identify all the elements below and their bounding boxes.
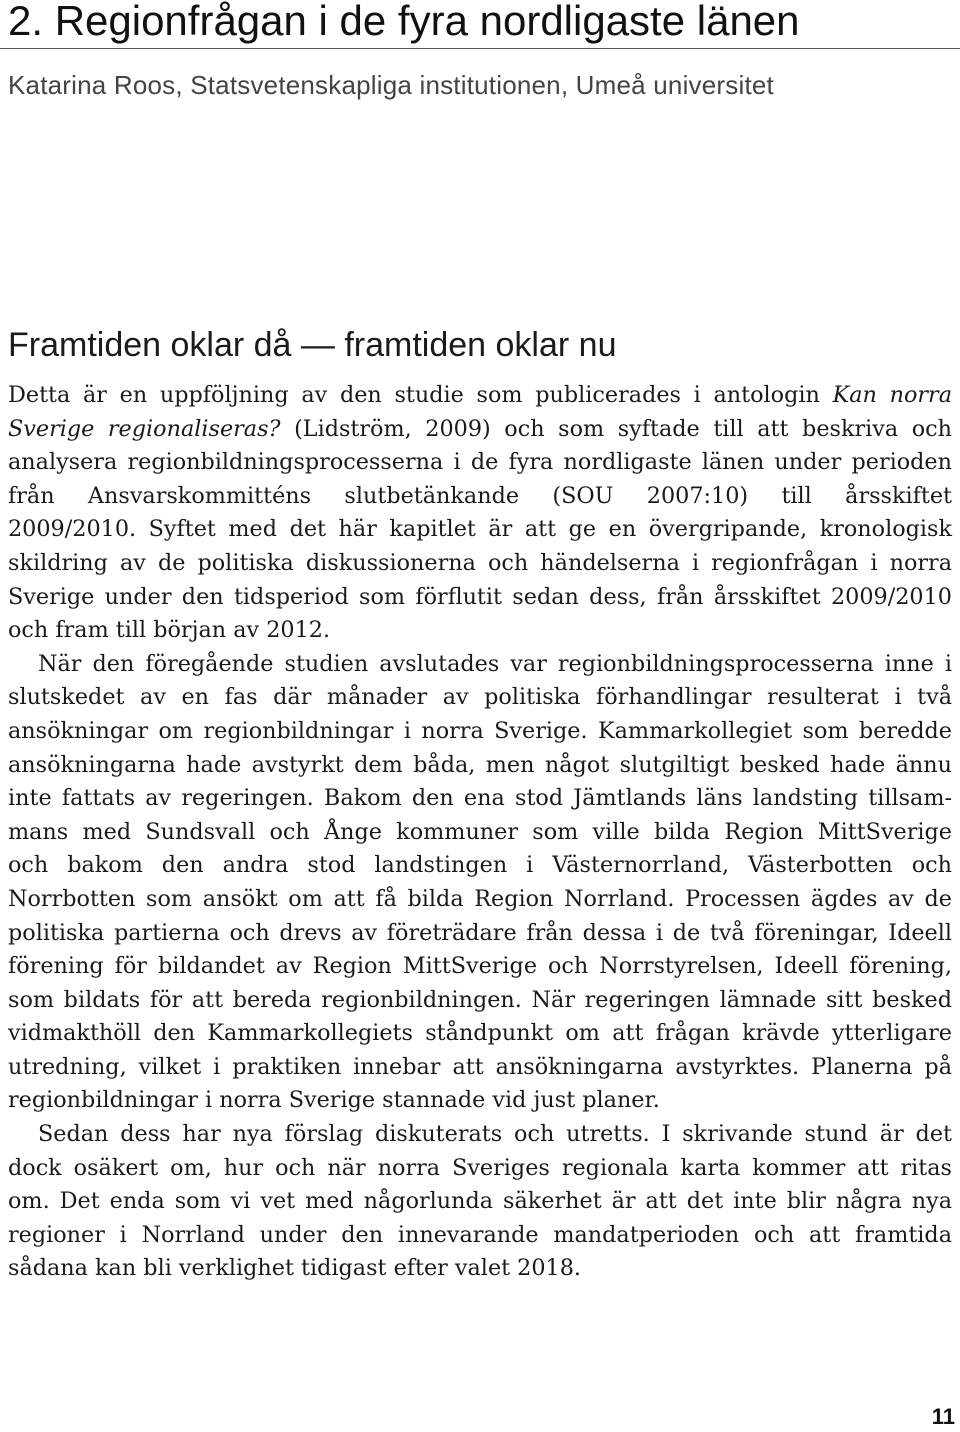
body-text-line <box>8 413 952 447</box>
body-text-line: Sverige under den tidsperiod som förflutit sedan dess, från årsskiftet 2009/2010 <box>8 583 952 610</box>
body-text-line: 2009/2010. Syftet med det här kapitlet är att ge en övergripande, kronologisk <box>8 516 952 543</box>
body-text-line: dock osäkert om, hur och när norra Sveriges regionala karta kommer att ritas <box>8 1154 952 1181</box>
page-number: 11 <box>931 1404 955 1429</box>
body-text-line: om. Det enda som vi vet med någorlunda säkerhet är att det inte blir några nya <box>8 1188 952 1215</box>
body-text-line: mans med Sundsvall och Ånge kommuner som ville bilda Region MittSverige <box>8 818 952 845</box>
section-body <box>8 379 952 1286</box>
text-segment: Detta är en uppföljning av den studie som publicerades i antologin <box>8 382 833 408</box>
body-text-line: utredning, vilket i praktiken innebar att ansökningarna avstyrktes. Planerna på <box>8 1053 952 1080</box>
body-text-line: ansökningarna hade avstyrkt dem båda, men något slutgiltigt besked hade ännu <box>8 751 952 778</box>
body-text-line: vidmakthöll den Kammarkollegiets ståndpunkt om att frågan krävde ytterligare <box>8 1020 952 1047</box>
body-text-line: och bakom den andra stod landstingen i Västernorrland, Västerbotten och <box>8 852 952 879</box>
body-text-line: inte fattats av regeringen. Bakom den ena stod Jämtlands läns landsting tillsam- <box>8 785 952 812</box>
body-text-line: skildring av de politiska diskussionerna och händelserna i regionfrågan i norra <box>8 549 952 576</box>
body-text-line: förening för bildandet av Region MittSverige och Norrstyrelsen, Ideell förening, <box>8 953 952 980</box>
chapter-author: Katarina Roos, Statsvetenskapliga institutionen, Umeå universitet <box>8 70 774 100</box>
body-text-line: regionbildningar i norra Sverige stannade vid just planer. <box>8 1087 660 1114</box>
body-text-line: från Ansvarskommitténs slutbetänkande (SOU 2007:10) till årsskiftet <box>8 482 952 509</box>
body-text-line: slutskedet av en fas där månader av politiska förhandlingar resulterat i två <box>8 684 952 711</box>
body-paragraph <box>8 648 952 1118</box>
text-segment: (Lidström, 2009) och som syftade till att beskriva och <box>280 415 953 442</box>
section-heading: Framtiden oklar då — framtiden oklar nu <box>8 326 617 364</box>
body-text-line: När den föregående studien avslutades var regionbildningsprocesserna inne i <box>38 650 952 677</box>
italic-text-segment: Sverige regionaliseras? <box>8 415 281 442</box>
body-text-line: som bildats för att bereda regionbildningen. När regeringen lämnade sitt besked <box>8 986 952 1013</box>
body-text-line: analysera regionbildningsprocesserna i de fyra nordligaste länen under perioden <box>8 449 952 476</box>
body-text-line <box>8 379 952 413</box>
body-text-line: politiska partierna och drevs av företrädare från dessa i de två föreningar, Ideell <box>8 919 952 946</box>
chapter-title: 2. Regionfrågan i de fyra nordligaste länen <box>8 0 800 44</box>
body-text-line: Norrbotten som ansökt om att få bilda Region Norrland. Processen ägdes av de <box>8 885 952 912</box>
body-text-line: regioner i Norrland under den innevarande mandatperioden och att framtida <box>8 1221 952 1248</box>
body-text-line: ansökningar om regionbildningar i norra Sverige. Kammarkollegiet som beredde <box>8 717 952 744</box>
body-paragraph <box>8 1118 952 1286</box>
italic-text-segment: Kan norra <box>832 382 952 408</box>
body-text-line: Sedan dess har nya förslag diskuterats och utretts. I skrivande stund är det <box>38 1121 952 1148</box>
body-text-line: och fram till början av 2012. <box>8 617 331 644</box>
title-divider <box>0 48 960 49</box>
body-paragraph <box>8 379 952 648</box>
body-text-line: sådana kan bli verklighet tidigast efter valet 2018. <box>8 1255 582 1282</box>
